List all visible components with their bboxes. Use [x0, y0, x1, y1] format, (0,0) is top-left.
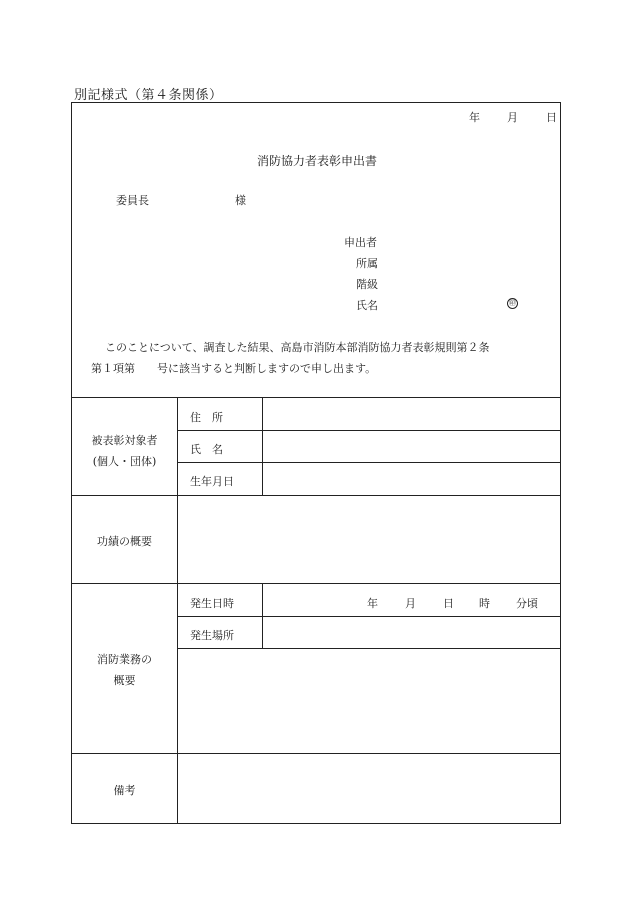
fire-service-label-line-1: 消防業務の [97, 653, 152, 666]
applicant-rank-label: 階級 [356, 278, 378, 291]
target-birthdate-field[interactable] [263, 463, 560, 495]
target-name-label: 氏 名 [190, 443, 223, 456]
occurrence-location-field[interactable] [263, 617, 560, 648]
addressee-role: 委員長 [116, 194, 149, 207]
occurrence-datetime-label: 発生日時 [190, 597, 234, 610]
datetime-month-unit: 月 [405, 597, 416, 610]
form-title: 消防協力者表彰申出書 [256, 154, 377, 168]
fire-service-label [72, 649, 177, 691]
target-birthdate-label: 生年月日 [190, 475, 234, 488]
statement-line-1: このことについて、調査した結果、高島市消防本部消防協力者表彰規則第２条 [105, 341, 490, 354]
applicant-heading: 申出者 [344, 236, 377, 249]
target-label [72, 430, 177, 472]
target-label-line-1: 被表彰対象者 [91, 434, 158, 447]
datetime-year-unit: 年 [367, 597, 378, 610]
remarks-field[interactable] [178, 754, 560, 823]
target-address-field[interactable] [263, 398, 560, 430]
merit-label: 功績の概要 [97, 535, 152, 548]
occurrence-location-label: 発生場所 [190, 629, 234, 642]
seal-mark-icon: ㊞ [509, 299, 516, 307]
statement-line-2: 第１項第 号に該当すると判断しますので申し出ます。 [91, 362, 377, 375]
date-day-label: 日 [546, 111, 557, 124]
datetime-hour-unit: 時 [479, 597, 490, 610]
remarks-label: 備考 [113, 784, 136, 797]
datetime-minute-unit: 分頃 [516, 597, 538, 610]
merit-summary-field[interactable] [178, 496, 560, 583]
target-label-line-2: (個人・団体) [92, 455, 157, 468]
application-form [71, 102, 561, 824]
applicant-name-label: 氏名 [356, 299, 378, 312]
datetime-day-unit: 日 [443, 597, 454, 610]
target-name-field[interactable] [263, 431, 560, 462]
occurrence-datetime-field[interactable] [263, 584, 560, 616]
addressee-honorific: 様 [235, 194, 246, 207]
applicant-affiliation-label: 所属 [356, 257, 378, 270]
target-address-label: 住 所 [190, 411, 223, 424]
fire-service-summary-field[interactable] [178, 649, 560, 753]
date-month-label: 月 [507, 111, 518, 124]
form-label: 別記様式（第４条関係） [74, 88, 223, 103]
fire-service-label-line-2: 概要 [113, 674, 136, 687]
date-year-label: 年 [469, 111, 480, 124]
